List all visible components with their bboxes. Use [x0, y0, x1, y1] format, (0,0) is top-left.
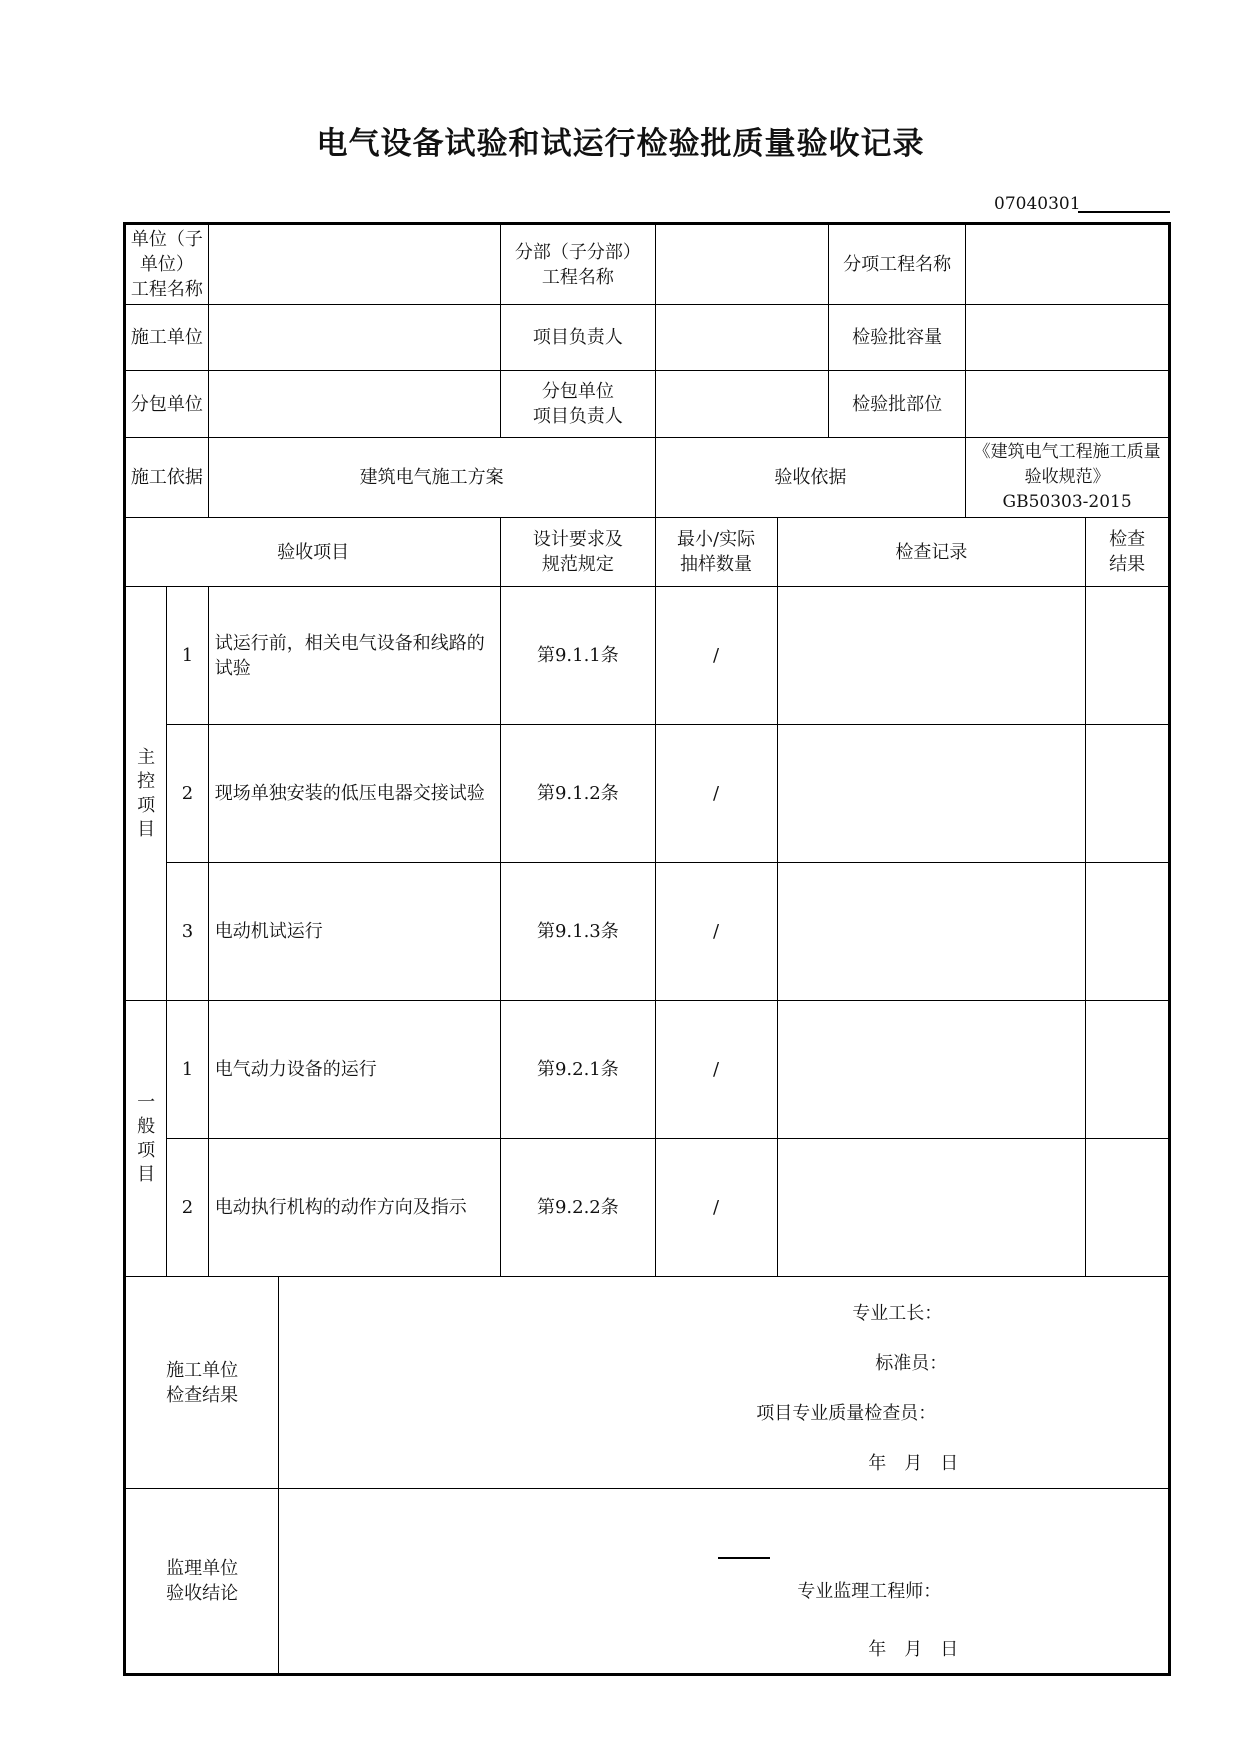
col-header-design: 设计要求及 规范规定	[501, 518, 655, 587]
item-result[interactable]	[1086, 725, 1170, 863]
batch-location-label: 检验批部位	[829, 371, 966, 438]
foreman-label: 专业工长：	[852, 1303, 943, 1324]
item-record[interactable]	[777, 725, 1086, 863]
header-row-contractor	[125, 305, 1170, 371]
supervisor-check-area[interactable]	[279, 1489, 1170, 1675]
item-sample: /	[655, 863, 777, 1001]
item-name: 电动机试运行	[208, 863, 501, 1001]
batch-capacity-label: 检验批容量	[829, 305, 966, 371]
sub-manager-label: 分包单位 项目负责人	[501, 371, 655, 438]
construction-basis-value: 建筑电气施工方案	[208, 438, 655, 518]
item-number: 1	[167, 1001, 208, 1139]
supervisor-check-row	[125, 1489, 1170, 1675]
signature-stroke	[718, 1557, 770, 1559]
construction-basis-label: 施工依据	[125, 438, 209, 518]
item-record[interactable]	[777, 1001, 1086, 1139]
main-item-row	[125, 587, 1170, 725]
column-header-row	[125, 518, 1170, 587]
header-row-subcontractor	[125, 371, 1170, 438]
main-item-row	[125, 863, 1170, 1001]
item-clause: 第9.1.1条	[501, 587, 655, 725]
col-header-record: 检查记录	[777, 518, 1086, 587]
standard-officer-label: 标准员：	[875, 1353, 948, 1374]
batch-location-value[interactable]	[966, 371, 1170, 438]
subcontractor-label: 分包单位	[125, 371, 209, 438]
item-sample: /	[655, 1001, 777, 1139]
item-record[interactable]	[777, 587, 1086, 725]
supervisor-check-label: 监理单位 验收结论	[125, 1489, 279, 1675]
form-number-underline	[1078, 211, 1170, 213]
item-number: 3	[167, 863, 208, 1001]
project-manager-value[interactable]	[655, 305, 828, 371]
subcontractor-value[interactable]	[208, 371, 501, 438]
subitem-value[interactable]	[966, 224, 1170, 305]
contractor-date: 年 月 日	[868, 1453, 959, 1474]
item-clause: 第9.1.2条	[501, 725, 655, 863]
item-sample: /	[655, 1139, 777, 1277]
item-number: 2	[167, 725, 208, 863]
acceptance-basis-label: 验收依据	[655, 438, 966, 518]
header-row-basis	[125, 438, 1170, 518]
item-name: 试运行前，相关电气设备和线路的试验	[208, 587, 501, 725]
col-header-item: 验收项目	[125, 518, 501, 587]
item-name: 电气动力设备的运行	[208, 1001, 501, 1139]
col-header-result: 检查 结果	[1086, 518, 1170, 587]
item-result[interactable]	[1086, 1001, 1170, 1139]
item-result[interactable]	[1086, 1139, 1170, 1277]
item-name: 现场单独安装的低压电器交接试验	[208, 725, 501, 863]
header-row-project	[125, 224, 1170, 305]
general-item-row	[125, 1139, 1170, 1277]
main-group-label: 主 控 项 目	[125, 587, 167, 1001]
item-name: 电动执行机构的动作方向及指示	[208, 1139, 501, 1277]
item-clause: 第9.1.3条	[501, 863, 655, 1001]
project-manager-label: 项目负责人	[501, 305, 655, 371]
col-header-sample: 最小/实际 抽样数量	[655, 518, 777, 587]
inspection-form-table	[123, 222, 1171, 1676]
main-item-row	[125, 725, 1170, 863]
general-item-row	[125, 1001, 1170, 1139]
contractor-value[interactable]	[208, 305, 501, 371]
form-number: 07040301	[994, 194, 1081, 214]
item-number: 1	[167, 587, 208, 725]
item-record[interactable]	[777, 1139, 1086, 1277]
unit-project-value[interactable]	[208, 224, 501, 305]
item-record[interactable]	[777, 863, 1086, 1001]
contractor-check-label: 施工单位 检查结果	[125, 1277, 279, 1489]
batch-capacity-value[interactable]	[966, 305, 1170, 371]
contractor-label: 施工单位	[125, 305, 209, 371]
division-label: 分部（子分部） 工程名称	[501, 224, 655, 305]
contractor-check-row	[125, 1277, 1170, 1489]
unit-project-label: 单位（子单位） 工程名称	[125, 224, 209, 305]
quality-inspector-label: 项目专业质量检查员：	[756, 1403, 937, 1424]
division-value[interactable]	[655, 224, 828, 305]
item-clause: 第9.2.2条	[501, 1139, 655, 1277]
item-sample: /	[655, 587, 777, 725]
subitem-label: 分项工程名称	[829, 224, 966, 305]
item-result[interactable]	[1086, 587, 1170, 725]
general-group-label: 一 般 项 目	[125, 1001, 167, 1277]
acceptance-basis-value: 《建筑电气工程施工质量验收规范》 GB50303-2015	[966, 438, 1170, 518]
item-sample: /	[655, 725, 777, 863]
contractor-check-area[interactable]	[279, 1277, 1170, 1489]
supervisor-date: 年 月 日	[868, 1639, 959, 1660]
item-result[interactable]	[1086, 863, 1170, 1001]
item-number: 2	[167, 1139, 208, 1277]
item-clause: 第9.2.1条	[501, 1001, 655, 1139]
sub-manager-value[interactable]	[655, 371, 828, 438]
supervising-engineer-label: 专业监理工程师：	[797, 1581, 942, 1602]
page-title: 电气设备试验和试运行检验批质量验收记录	[316, 126, 925, 162]
